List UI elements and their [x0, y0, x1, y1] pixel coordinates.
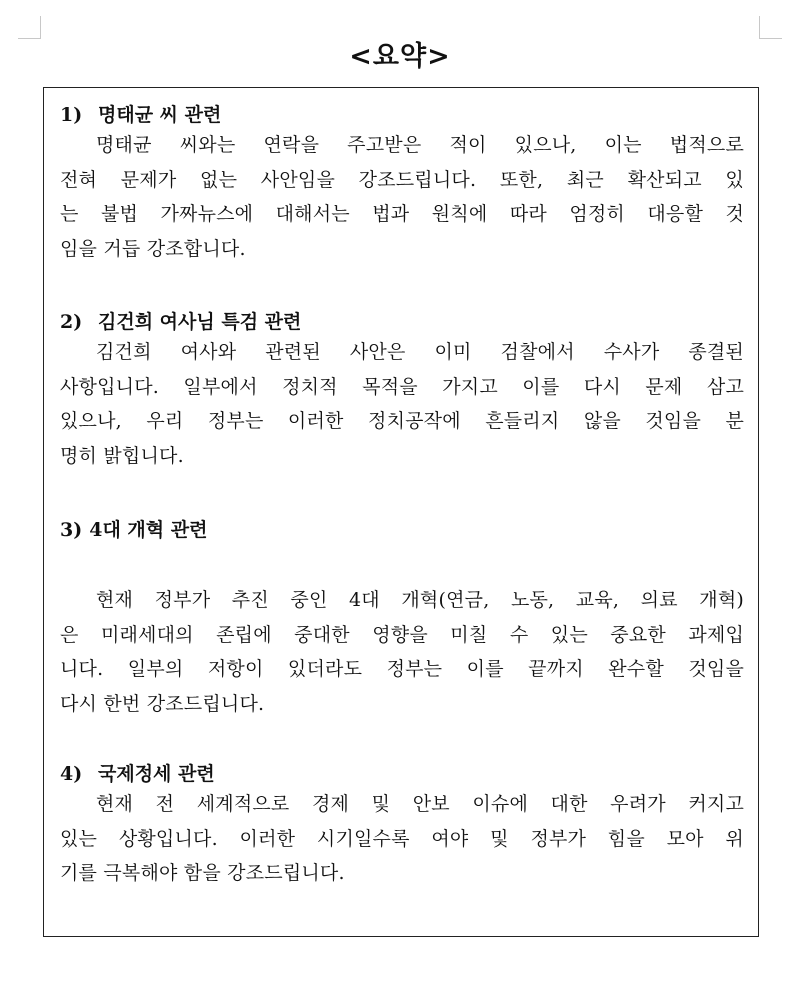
section-number: 4): [60, 763, 83, 785]
body-line: 임을 거듭 강조합니다.: [60, 237, 246, 260]
body-line: 김건희 여사와 관련된 사안은 이미 검찰에서 수사가 종결된: [96, 341, 744, 363]
body-line: 니다. 일부의 저항이 있더라도 정부는 이를 끝까지 완수할 것임을: [60, 658, 744, 680]
section-heading: [60, 761, 744, 787]
section-heading: [60, 517, 744, 543]
body-line: 있는 상황입니다. 이러한 시기일수록 여야 및 정부가 힘을 모아 위: [60, 827, 744, 850]
body-line: 있으나, 우리 정부는 이러한 정치공작에 흔들리지 않을 것임을 분: [60, 410, 744, 432]
body-line: 은 미래세대의 존립에 중대한 영향을 미칠 수 있는 중요한 과제입: [60, 623, 744, 646]
section-title: 명태균 씨 관련: [98, 104, 222, 126]
body-line: 다시 한번 강조드립니다.: [60, 692, 265, 715]
summary-box: [43, 87, 759, 937]
section-heading: [60, 309, 744, 335]
body-line: 기를 극복해야 함을 강조드립니다.: [60, 862, 345, 884]
body-line: 현재 정부가 추진 중인 4대 개혁(연금, 노동, 교육, 의료 개혁): [96, 589, 744, 611]
section-number: 1): [60, 104, 83, 126]
section-title: 국제정세 관련: [98, 763, 215, 785]
body-line: 는 불법 가짜뉴스에 대해서는 법과 원칙에 따라 엄정히 대응할 것: [60, 203, 744, 225]
section-title: 4대 개혁 관련: [89, 519, 208, 541]
body-line: 전혀 문제가 없는 사안임을 강조드립니다. 또한, 최근 확산되고 있: [60, 168, 744, 191]
section-title: 김건희 여사님 특검 관련: [98, 311, 302, 333]
body-line: 명히 밝힙니다.: [60, 444, 184, 467]
document-title: <요약>: [349, 41, 451, 72]
body-line: 현재 전 세계적으로 경제 및 안보 이슈에 대한 우려가 커지고: [96, 793, 744, 815]
section-1: [60, 102, 744, 266]
section-heading: [60, 102, 744, 128]
body-line: 명태균 씨와는 연락을 주고받은 적이 있으나, 이는 법적으로: [96, 134, 744, 156]
section-2: [60, 309, 744, 473]
section-3: [60, 517, 744, 721]
section-number: 2): [60, 311, 83, 333]
section-4: [60, 761, 744, 891]
section-number: 3): [60, 519, 83, 541]
body-line: 사항입니다. 일부에서 정치적 목적을 가지고 이를 다시 문제 삼고: [60, 375, 744, 398]
